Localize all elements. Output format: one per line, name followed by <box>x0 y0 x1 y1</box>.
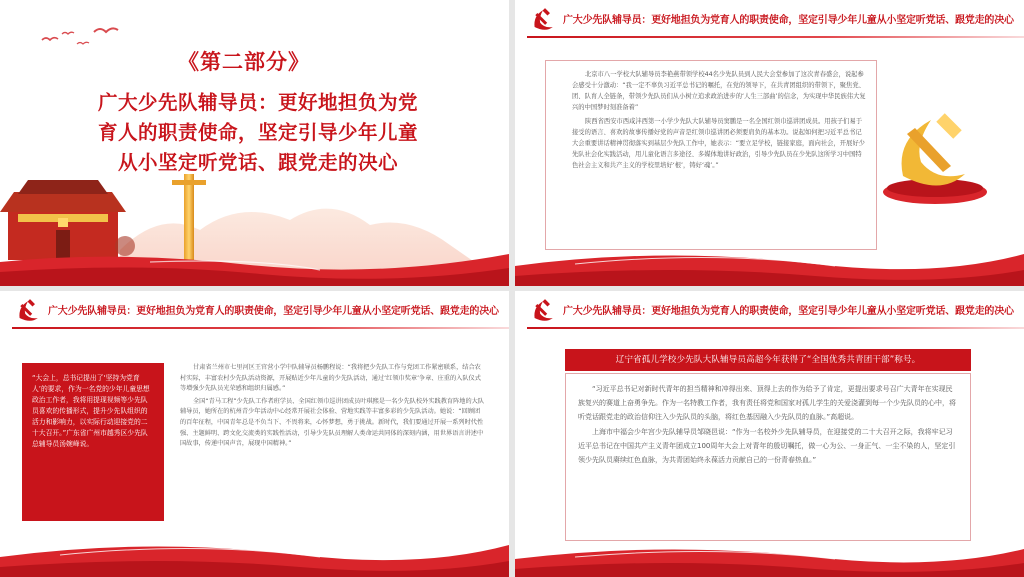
party-emblem-icon <box>14 297 42 325</box>
header-divider <box>527 36 1024 38</box>
title-line-2: 育人的职责使命，坚定引导少年儿童 <box>97 121 418 144</box>
slide-3[interactable] <box>0 291 509 577</box>
title-line-1: 广大少先队辅导员：更好地担负为党 <box>97 91 418 114</box>
party-emblem-icon <box>529 297 557 325</box>
party-emblem-icon <box>529 6 557 34</box>
bottom-red-wave <box>515 226 1024 286</box>
paragraph: “习近平总书记对新时代青年的担当精神和冲得出来、顶得上去的作为给予了肯定，更提出要求号召广大青年在实现民族复兴的赛道上奋勇争先。作为一名特教工作者，我有责任将党和国家对孤儿学生的关爱浇灌到每一个少先队员的心中，将听党话跟党走的政治信仰注入少先队员的头脑，将红色基因融入少先队员的血脉。”高超说。 <box>578 385 956 421</box>
header-divider <box>12 327 509 329</box>
part-label: 《第二部分》 <box>178 50 310 74</box>
text-card <box>545 60 877 250</box>
paragraph: 上海市中福会少年宫少先队辅导员邹晓邑说：“作为一名校外少先队辅导员，在迎接党的二十大召开之际，我将牢记习近平总书记在中国共产主义青年团成立100周年大会上对青年的殷切嘱托，做一心为公、一身正气、一尘不染的人，坚定引领少先队员赓续红色血脉，为共青团始终永葆活力贡献自己的一份青春热血。” <box>578 428 956 464</box>
slide-4[interactable] <box>515 291 1024 577</box>
bottom-red-wave <box>515 517 1024 577</box>
slide-2[interactable] <box>515 0 1024 286</box>
slide-1[interactable] <box>0 0 509 286</box>
text-card <box>565 373 971 541</box>
paragraph: 全国“青马工程”少先队工作者班学员、全国红领巾巡讲团成员叶琪熙是一名少先队校外实践教育阵地的大队辅导员，她所在的杭州青少年活动中心经常开展社会体验、营地实践等丰富多彩的少先队活动。她说：“回顾团的百年征程，中国青年总是不负当下、不畏将来，心怀梦想，勇于挑战。新时代，我们要通过开展一系列时代性强、主题鲜明、跨文化交流类的实践性活动，引导少先队员理解人类命运共同体的深刻内涵，用世界语言讲述中国故事，传递中国声音，展现中国精神。” <box>180 397 485 448</box>
paragraph: 陕西省西安市西咸沣西第一小学少先队大队辅导员窦鹏是一名全国红领巾巡讲团成员。用孩子们易于接受的语言、喜欢的故事传播好党的声音是红领巾巡讲团必须要肩负的基本功。说起如何把习近平总书记大会重要讲话精神贯彻落实到基层少先队工作中，她表示：“要立足学校，链接家庭，面向社会，开展好少先队社会化实践活动，用儿童化语言多途径、多媒体地讲好政治，引导少先队员在少先队这所学习中国特色社会主义和共产主义的学校里培好‘根’，铸好‘魂’。” <box>572 118 865 169</box>
header-divider <box>527 327 1024 329</box>
party-emblem-3d-icon <box>875 100 995 210</box>
quote-box <box>22 363 164 521</box>
paragraph: 北京市八一学校大队辅导员李艳燕带领学校44名少先队员到人民大会堂参加了这次青春盛会，说起参会感受十分激动：“我一定不辜负习近平总书记的嘱托，在党的领导下，在共青团组织的带领下，聚焦党、团、队育人全链条，带领少先队员们从小树立追求政治进步的‘人生三部曲’的信念，为实现中华民族伟大复兴的中国梦时刻准备着” <box>572 71 866 111</box>
title-line-3: 从小坚定听党话、跟党走的决心 <box>117 151 398 174</box>
body-text <box>180 363 485 452</box>
bottom-red-wave <box>0 517 509 577</box>
slide1-title <box>58 88 458 178</box>
quote-text: “大会上，总书记提出了‘坚持为党育人’的要求，作为一名党的少年儿童思想政治工作者，我将用提现视频等少先队员喜欢的传播形式，提升少先队组织的活力和影响力，以实际行动迎接党的二十大召开。”广东省广州市越秀区少先队总辅导员汤婉峰说。 <box>32 374 150 448</box>
slide-header-title: 广大少先队辅导员：更好地担负为党育人的职责使命，坚定引导少年儿童从小坚定听党话、跟党走的决心 <box>563 306 1014 317</box>
slide-header-title: 广大少先队辅导员：更好地担负为党育人的职责使命，坚定引导少年儿童从小坚定听党话、跟党走的决心 <box>48 306 499 317</box>
flying-birds-icon <box>32 22 142 52</box>
tiananmen-scene-illustration <box>0 170 509 286</box>
paragraph: 甘肃省兰州市七里河区王官营小学中队辅导员杨鹏程说：“我将把少先队工作与党团工作紧密联系，结合农村实际，丰富农村少先队活动资源，开展贴近少年儿童的少先队活动，通过‘红领巾奖章’争章、庄重的入队仪式等增强少先队员光荣感和组织归属感。” <box>180 364 481 393</box>
slide-header-title: 广大少先队辅导员：更好地担负为党育人的职责使命，坚定引导少年儿童从小坚定听党话、跟党走的决心 <box>563 15 1014 26</box>
award-banner: 辽宁省孤儿学校少先队大队辅导员高超今年获得了“全国优秀共青团干部”称号。 <box>565 349 971 371</box>
